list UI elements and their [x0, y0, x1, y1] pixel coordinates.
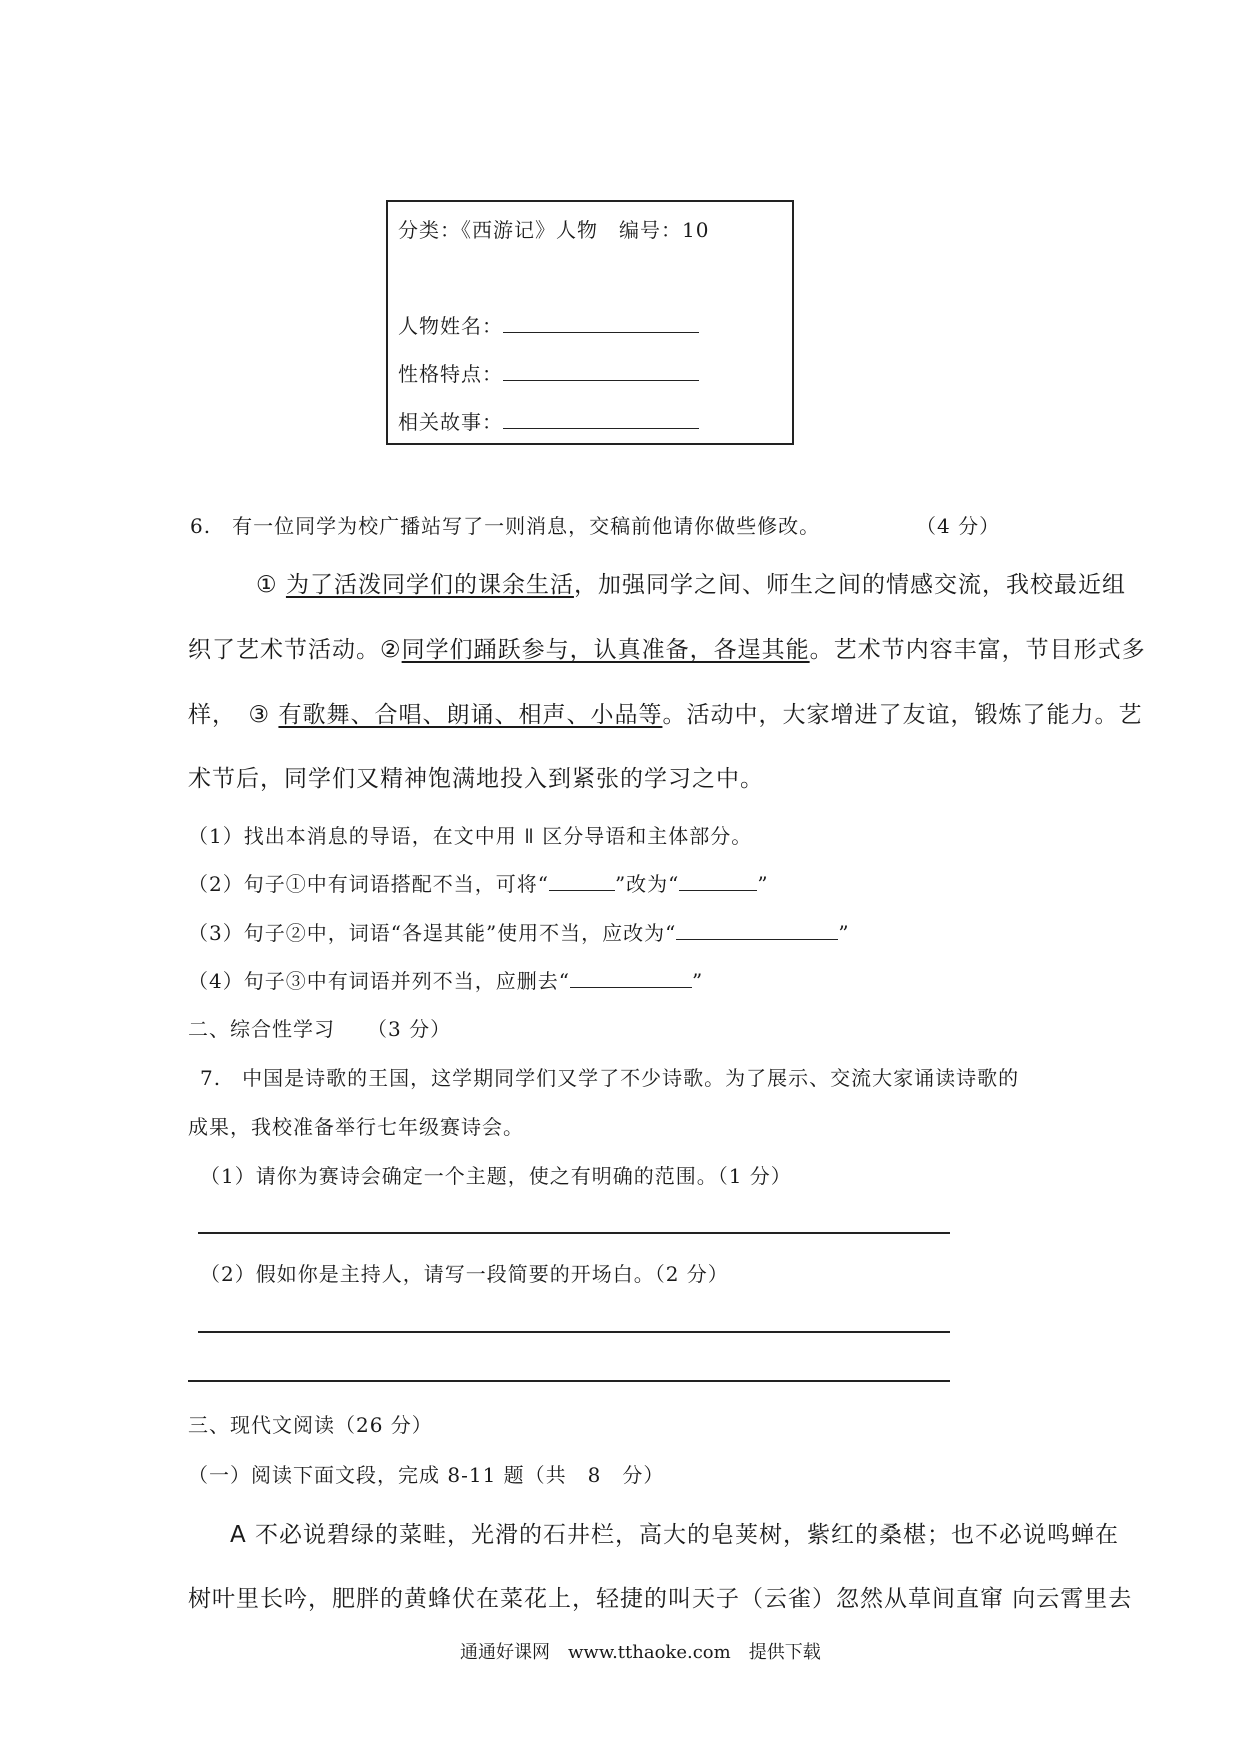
answer-line[interactable] — [198, 1232, 950, 1234]
card-field-trait — [398, 358, 699, 387]
passage-a-line-2: 树叶里长吟，肥胖的黄蜂伏在菜花上，轻捷的叫天子（云雀）忽然从草间直窜 向云霄里去 — [188, 1586, 1133, 1612]
answer-blank[interactable] — [503, 408, 699, 429]
answer-blank[interactable] — [503, 360, 699, 381]
card-field-label: 性格特点： — [398, 362, 503, 386]
answer-blank[interactable] — [549, 870, 615, 891]
card-field-label: 人物姓名： — [398, 314, 503, 338]
q6-passage-line-3: 样， ③ 有歌舞、合唱、朗诵、相声、小品等。活动中，大家增进了友谊，锻炼了能力。艺 — [188, 702, 1143, 728]
q7-line-2: 成果，我校准备举行七年级赛诗会。 — [188, 1115, 524, 1139]
card-field-label: 相关故事： — [398, 410, 503, 434]
q7-sub2: （2）假如你是主持人，请写一段简要的开场白。（2 分） — [200, 1262, 729, 1286]
q6-sub2: （2）句子①中有词语搭配不当，可将“ ”改为“ ” — [188, 872, 769, 896]
q6-sub3: （3）句子②中，词语“各逞其能”使用不当，应改为“ ” — [188, 921, 850, 945]
underlined-phrase-1: 为了活泼同学们的课余生活 — [285, 572, 574, 598]
card-field-name — [398, 310, 699, 339]
answer-line[interactable] — [188, 1380, 950, 1382]
answer-blank[interactable] — [503, 312, 699, 333]
card-field-story — [398, 406, 699, 435]
q6-passage-line-4: 术节后，同学们又精神饱满地投入到紧张的学习之中。 — [188, 766, 764, 792]
answer-blank[interactable] — [679, 870, 757, 891]
q7-sub1: （1）请你为赛诗会确定一个主题，使之有明确的范围。（1 分） — [200, 1164, 792, 1188]
q6-score: （4 分） — [916, 514, 1001, 538]
q6-sub4: （4）句子③中有词语并列不当，应删去“ ” — [188, 969, 704, 993]
section-2-heading: 二、综合性学习 （3 分） — [188, 1017, 452, 1041]
page-footer: 通通好课网 www.tthaoke.com 提供下载 — [460, 1642, 821, 1663]
q6-sub1: （1）找出本消息的导语，在文中用 ǁ 区分导语和主体部分。 — [188, 824, 753, 848]
q6-passage-line-2: 织了艺术节活动。②同学们踊跃参与，认真准备，各逞其能。艺术节内容丰富，节目形式多 — [188, 637, 1146, 663]
q6-stem: 6. 有一位同学为校广播站写了一则消息，交稿前他请你做些修改。 — [190, 514, 821, 538]
q7-line-1: 7. 中国是诗歌的王国，这学期同学们又学了不少诗歌。为了展示、交流大家诵读诗歌的 — [200, 1066, 1020, 1090]
character-card — [386, 200, 794, 445]
answer-blank[interactable] — [570, 967, 692, 988]
part-1-heading: （一）阅读下面文段，完成 8-11 题（共 8 分） — [188, 1463, 665, 1487]
q6-passage-line-1: ① 为了活泼同学们的课余生活，加强同学之间、师生之间的情感交流，我校最近组 — [256, 572, 1126, 598]
answer-line[interactable] — [198, 1331, 950, 1333]
underlined-phrase-2: 同学们踊跃参与，认真准备，各逞其能 — [401, 637, 810, 663]
card-header: 分类：《西游记》人物 编号：10 — [398, 218, 710, 242]
section-3-heading: 三、现代文阅读（26 分） — [188, 1413, 433, 1437]
passage-a-line-1: A 不必说碧绿的菜畦，光滑的石井栏，高大的皂荚树，紫红的桑椹；也不必说鸣蝉在 — [230, 1522, 1120, 1548]
answer-blank[interactable] — [676, 919, 838, 940]
underlined-phrase-3: 有歌舞、合唱、朗诵、相声、小品等 — [278, 702, 663, 728]
